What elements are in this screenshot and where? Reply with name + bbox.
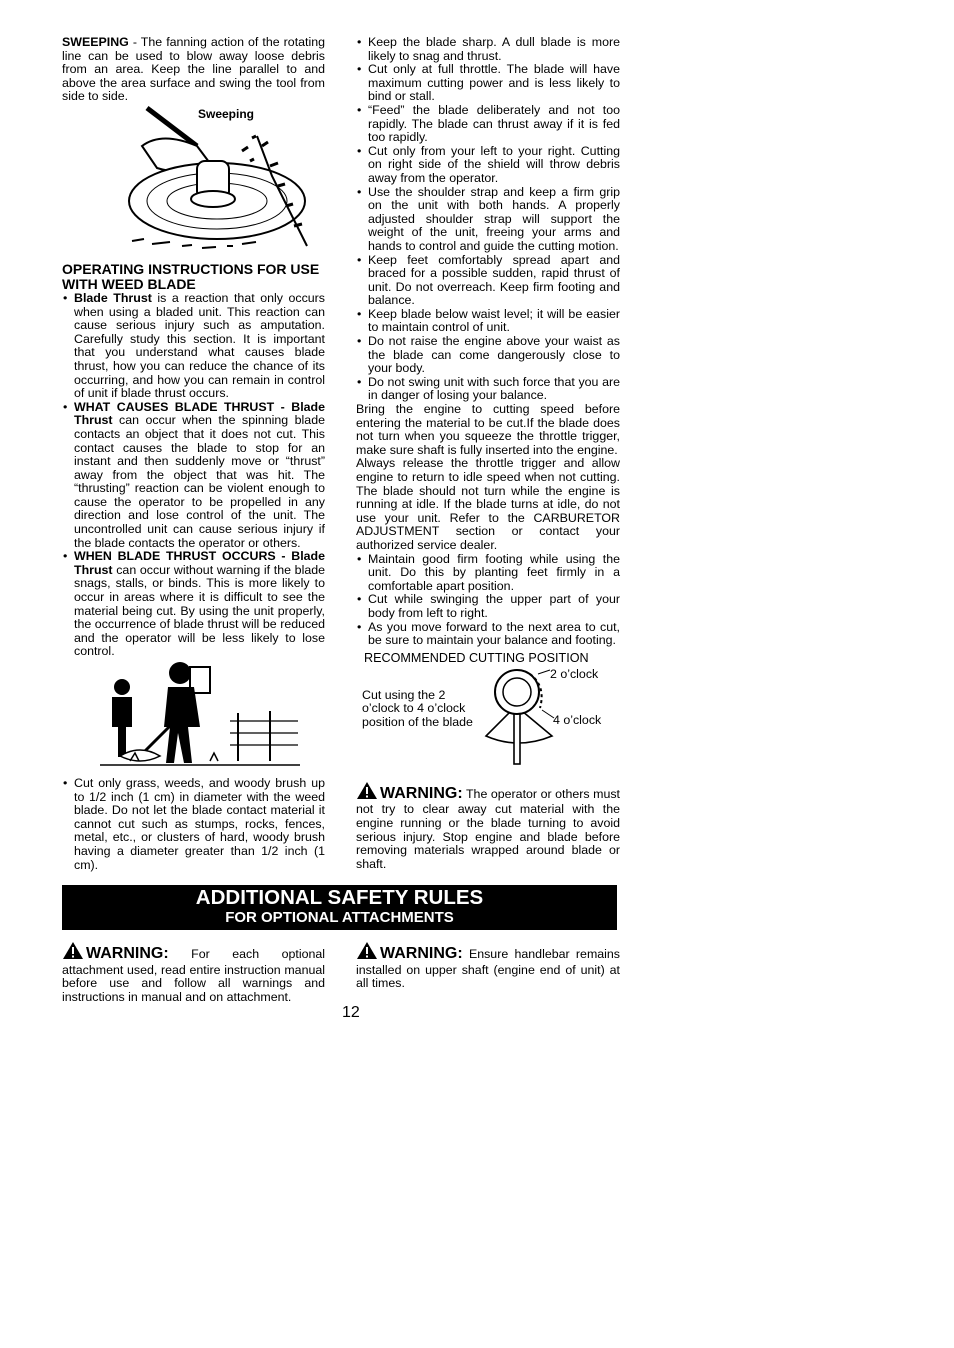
list-item: • Do not swing unit with such force that you are in danger of losing your balance. <box>356 376 620 403</box>
list-item: • Keep blade below waist level; it will be easier to maintain control of unit. <box>356 308 620 335</box>
bullet-bold: WHAT CAUSES BLADE THRUST - Blade Thrust <box>74 399 325 428</box>
engine-speed-paragraph: Bring the engine to cutting speed before entering the material to be cut.If the blade does not turn when you squeeze the throttle trigger, make sure shaft is fully inserted into the engine. <box>356 402 620 457</box>
bottom-warning-left <box>62 941 325 1004</box>
blade-tips-list <box>356 36 620 403</box>
list-item: • Keep feet comfortably spread apart and braced for a possible sudden, rapid thrust of unit. Do not overreach. Keep firm footing and balance. <box>356 254 620 308</box>
list-item: • Cut only at full throttle. The blade will have maximum cutting power and is less likely to bind or stall. <box>356 63 620 104</box>
weed-blade-bullets <box>62 292 325 659</box>
page-number: 12 <box>342 1004 360 1021</box>
diagram-caption: Cut using the 2 o’clock to 4 o’clock position of the blade <box>362 687 473 729</box>
list-item: • Cut only grass, weeds, and woody brush up to 1/2 inch (1 cm) in diameter with the weed blade. Do not let the blade contact material it cannot cut such as stumps, rocks, fences, metal, etc., or clusters of hard, woody brush having a diameter greater than 1/2 inch (1 cm). <box>62 777 325 872</box>
operator-figure <box>62 661 325 771</box>
left-column <box>62 36 325 872</box>
label-2-oclock: 2 o’clock <box>550 666 599 681</box>
weed-blade-heading: OPERATING INSTRUCTIONS FOR USE WITH WEED BLADE <box>62 260 320 292</box>
sweeping-illustration <box>102 106 312 256</box>
sweeping-term: SWEEPING <box>62 35 129 49</box>
list-item: • Use the shoulder strap and keep a firm grip on the unit with both hands. A properly adjusted shoulder strap will support the weight of the unit, freeing your arms and hands to control and guide the cutting motion. <box>356 186 620 254</box>
cutting-position-diagram <box>356 652 620 767</box>
banner-title: ADDITIONAL SAFETY RULES <box>195 886 484 909</box>
list-item: • Cut only from your left to your right. Cutting on right side of the shield will throw debris away from the operator. <box>356 145 620 186</box>
warning-paragraph <box>62 941 325 1004</box>
list-item: • Cut while swinging the upper part of your body from left to right. <box>356 593 620 620</box>
warning-title: WARNING: <box>380 784 463 802</box>
bottom-warning-right <box>356 941 620 991</box>
warning-triangle-icon <box>356 941 378 964</box>
list-item: • Maintain good firm footing while using the unit. Do this by planting feet firmly in a comfortable apart position. <box>356 553 620 594</box>
warning-text: The operator or others must not try to clear away cut material with the engine running or the blade turning to avoid serious injury. Stop engine and blade before removing materials wrapped around blade or shaft. <box>356 786 620 871</box>
section-banner <box>62 885 617 930</box>
blade-position-icon <box>480 666 560 766</box>
list-item: • “Feed” the blade deliberately and not too rapidly. The blade can thrust away if it is fed too rapidly. <box>356 104 620 145</box>
bullet-text: is a reaction that only occurs when using a bladed unit. This reaction can cause serious injury such as amputation. Carefully study this section. It is important that you understand what causes blade thrust, how you can reduce the chance of its occurring, and how you can remain in control of unit if blade thrust occurs. <box>74 290 325 401</box>
weed-blade-bullet-after <box>62 777 325 872</box>
warning-paragraph <box>356 781 620 872</box>
warning-triangle-icon <box>62 941 84 964</box>
list-item: • As you move forward to the next area to cut, be sure to maintain your balance and footing. <box>356 621 620 648</box>
diagram-title: RECOMMENDED CUTTING POSITION <box>364 650 589 665</box>
warning-text: For each optional attachment used, read entire instruction manual before use and follow all warnings and instructions in manual and on attachment. <box>62 947 325 1004</box>
warning-paragraph <box>356 941 620 991</box>
label-4-oclock: 4 o’clock <box>553 712 602 727</box>
sweeping-figure <box>62 106 325 256</box>
sweeping-text: - The fanning action of the rotating line can be used to blow away loose debris from an area. Keep the line parallel to and above the area surface and swing the tool from side to side. <box>62 35 325 104</box>
list-item <box>62 550 325 659</box>
warning-block-right-col <box>356 781 620 872</box>
footing-list <box>356 553 620 648</box>
list-item: • Keep the blade sharp. A dull blade is more likely to snag and thrust. <box>356 36 620 63</box>
sweeping-paragraph <box>62 36 325 104</box>
list-item <box>62 401 325 551</box>
sweeping-figure-caption: Sweeping <box>198 106 255 121</box>
operator-illustration <box>100 661 300 769</box>
idle-paragraph: Always release the throttle trigger and allow engine to return to idle speed when not cutting. The blade should not turn while the engine is running at idle. If the blade turns at idle, do not use your unit. Refer to the CARBURETOR ADJUSTMENT section or contact your authorized service dealer. <box>356 456 620 552</box>
list-item: • Do not raise the engine above your waist as the blade can come dangerously close to your body. <box>356 335 620 376</box>
right-column <box>356 36 620 871</box>
warning-triangle-icon <box>356 781 378 804</box>
warning-title: WARNING: <box>86 945 169 962</box>
list-item <box>62 292 325 401</box>
warning-title: WARNING: <box>380 945 463 962</box>
warning-text: Ensure handlebar remains installed on upper shaft (engine end of unit) at all times. <box>356 947 620 991</box>
bullet-bold: WHEN BLADE THRUST OCCURS - Blade Thrust <box>74 549 325 577</box>
banner-subtitle: FOR OPTIONAL ATTACHMENTS <box>225 909 454 926</box>
bullet-bold: Blade Thrust <box>74 290 152 305</box>
bullet-text: can occur without warning if the blade snags, stalls, or binds. This is more likely to occur in areas where it is difficult to see the material being cut. By using the unit properly, the occurrence of blade thrust will be reduced and the operator will be less likely to lose control. <box>74 562 325 659</box>
bullet-text: can occur when the spinning blade contacts an object that it does not cut. This contact causes the blade to stop for an instant and then suddenly move or “thrust” away from the object that was hit. The “thrusting” reaction can be violent enough to cause the operator to be propelled in any direction and lose control of the unit. The uncontrolled unit can cause serious injury if the blade contacts the operator or others. <box>74 413 325 550</box>
